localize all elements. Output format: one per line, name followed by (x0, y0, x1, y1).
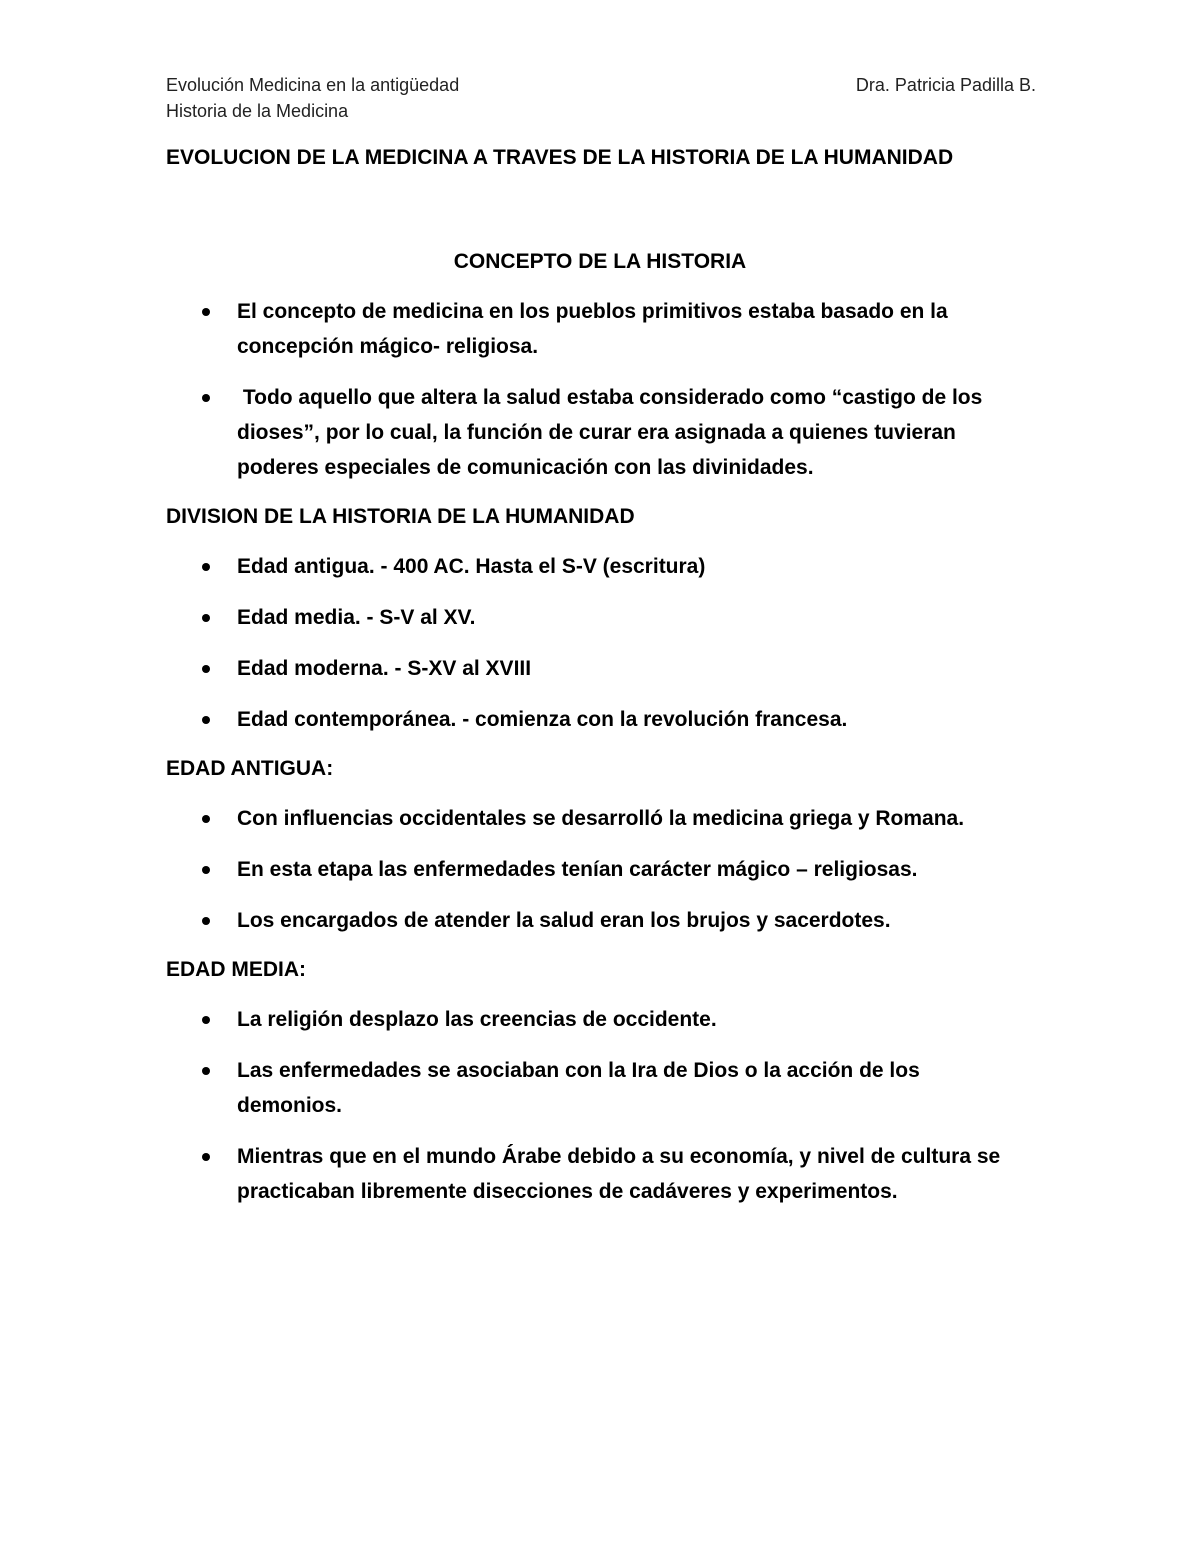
list-item (166, 380, 1027, 485)
bullet-icon (202, 614, 210, 622)
list-item-text: Edad media. - S-V al XV. (237, 606, 476, 629)
header-author: Dra. Patricia Padilla B. (855, 75, 1036, 95)
list-item-text: Con influencias occidentales se desarrolló la medicina griega y Romana. (237, 807, 965, 830)
list-item (166, 1139, 1027, 1209)
bullet-icon (202, 1067, 210, 1075)
list-item-text: Edad contemporánea. - comienza con la revolución francesa. (237, 708, 848, 731)
list-item-text: El concepto de medicina en los pueblos primitivos estaba basado en la concepción mágico- religiosa. (237, 300, 948, 358)
list-item-text: Mientras que en el mundo Árabe debido a su economía, y nivel de cultura se practicaban libremente disecciones de cadáveres y experimentos. (237, 1145, 1001, 1203)
bullet-list-concepto (166, 294, 1046, 485)
list-item (166, 801, 1027, 836)
list-item (166, 852, 1027, 887)
list-item-text: Los encargados de atender la salud eran los brujos y sacerdotes. (237, 909, 891, 932)
list-item (166, 1002, 1027, 1037)
bullet-icon (202, 716, 210, 724)
list-item-text: Todo aquello que altera la salud estaba considerado como “castigo de los dioses”, por lo cual, la función de curar era asignada a quienes tuvieran poderes especiales de comunicación con las divinidades. (237, 386, 989, 479)
bullet-list-antigua (166, 801, 1046, 938)
list-item-text: La religión desplazo las creencias de occidente. (237, 1008, 717, 1031)
section-heading-antigua: EDAD ANTIGUA: (166, 757, 334, 780)
list-item-text: Edad antigua. - 400 AC. Hasta el S-V (escritura) (237, 555, 706, 578)
list-item-text: Edad moderna. - S-XV al XVIII (237, 657, 532, 680)
bullet-list-media (166, 1002, 1046, 1209)
list-item (166, 1053, 1027, 1123)
bullet-icon (202, 308, 210, 316)
bullet-icon (202, 1016, 210, 1024)
section-heading-media: EDAD MEDIA: (166, 958, 306, 981)
list-item-text: Las enfermedades se asociaban con la Ira de Dios o la acción de los demonios. (237, 1059, 920, 1117)
page-title: EVOLUCION DE LA MEDICINA A TRAVES DE LA HISTORIA DE LA HUMANIDAD (166, 146, 954, 169)
section-heading-division: DIVISION DE LA HISTORIA DE LA HUMANIDAD (166, 505, 635, 528)
list-item-text: En esta etapa las enfermedades tenían carácter mágico – religiosas. (237, 858, 918, 881)
header-row (166, 72, 1036, 98)
bullet-icon (202, 1153, 210, 1161)
header-subject: Historia de la Medicina (166, 101, 349, 121)
bullet-icon (202, 866, 210, 874)
list-item (166, 903, 1027, 938)
bullet-list-division (166, 549, 1046, 737)
header-course-title: Evolución Medicina en la antigüedad (166, 75, 460, 95)
document-body (166, 142, 1046, 1209)
list-item (166, 549, 1027, 584)
bullet-icon (202, 665, 210, 673)
list-item (166, 702, 1027, 737)
bullet-icon (202, 917, 210, 925)
page-header (166, 72, 1036, 124)
bullet-icon (202, 563, 210, 571)
bullet-icon (202, 815, 210, 823)
section-heading-concepto: CONCEPTO DE LA HISTORIA (453, 250, 747, 273)
list-item (166, 600, 1027, 635)
list-item (166, 294, 1027, 364)
bullet-icon (202, 394, 210, 402)
list-item (166, 651, 1027, 686)
